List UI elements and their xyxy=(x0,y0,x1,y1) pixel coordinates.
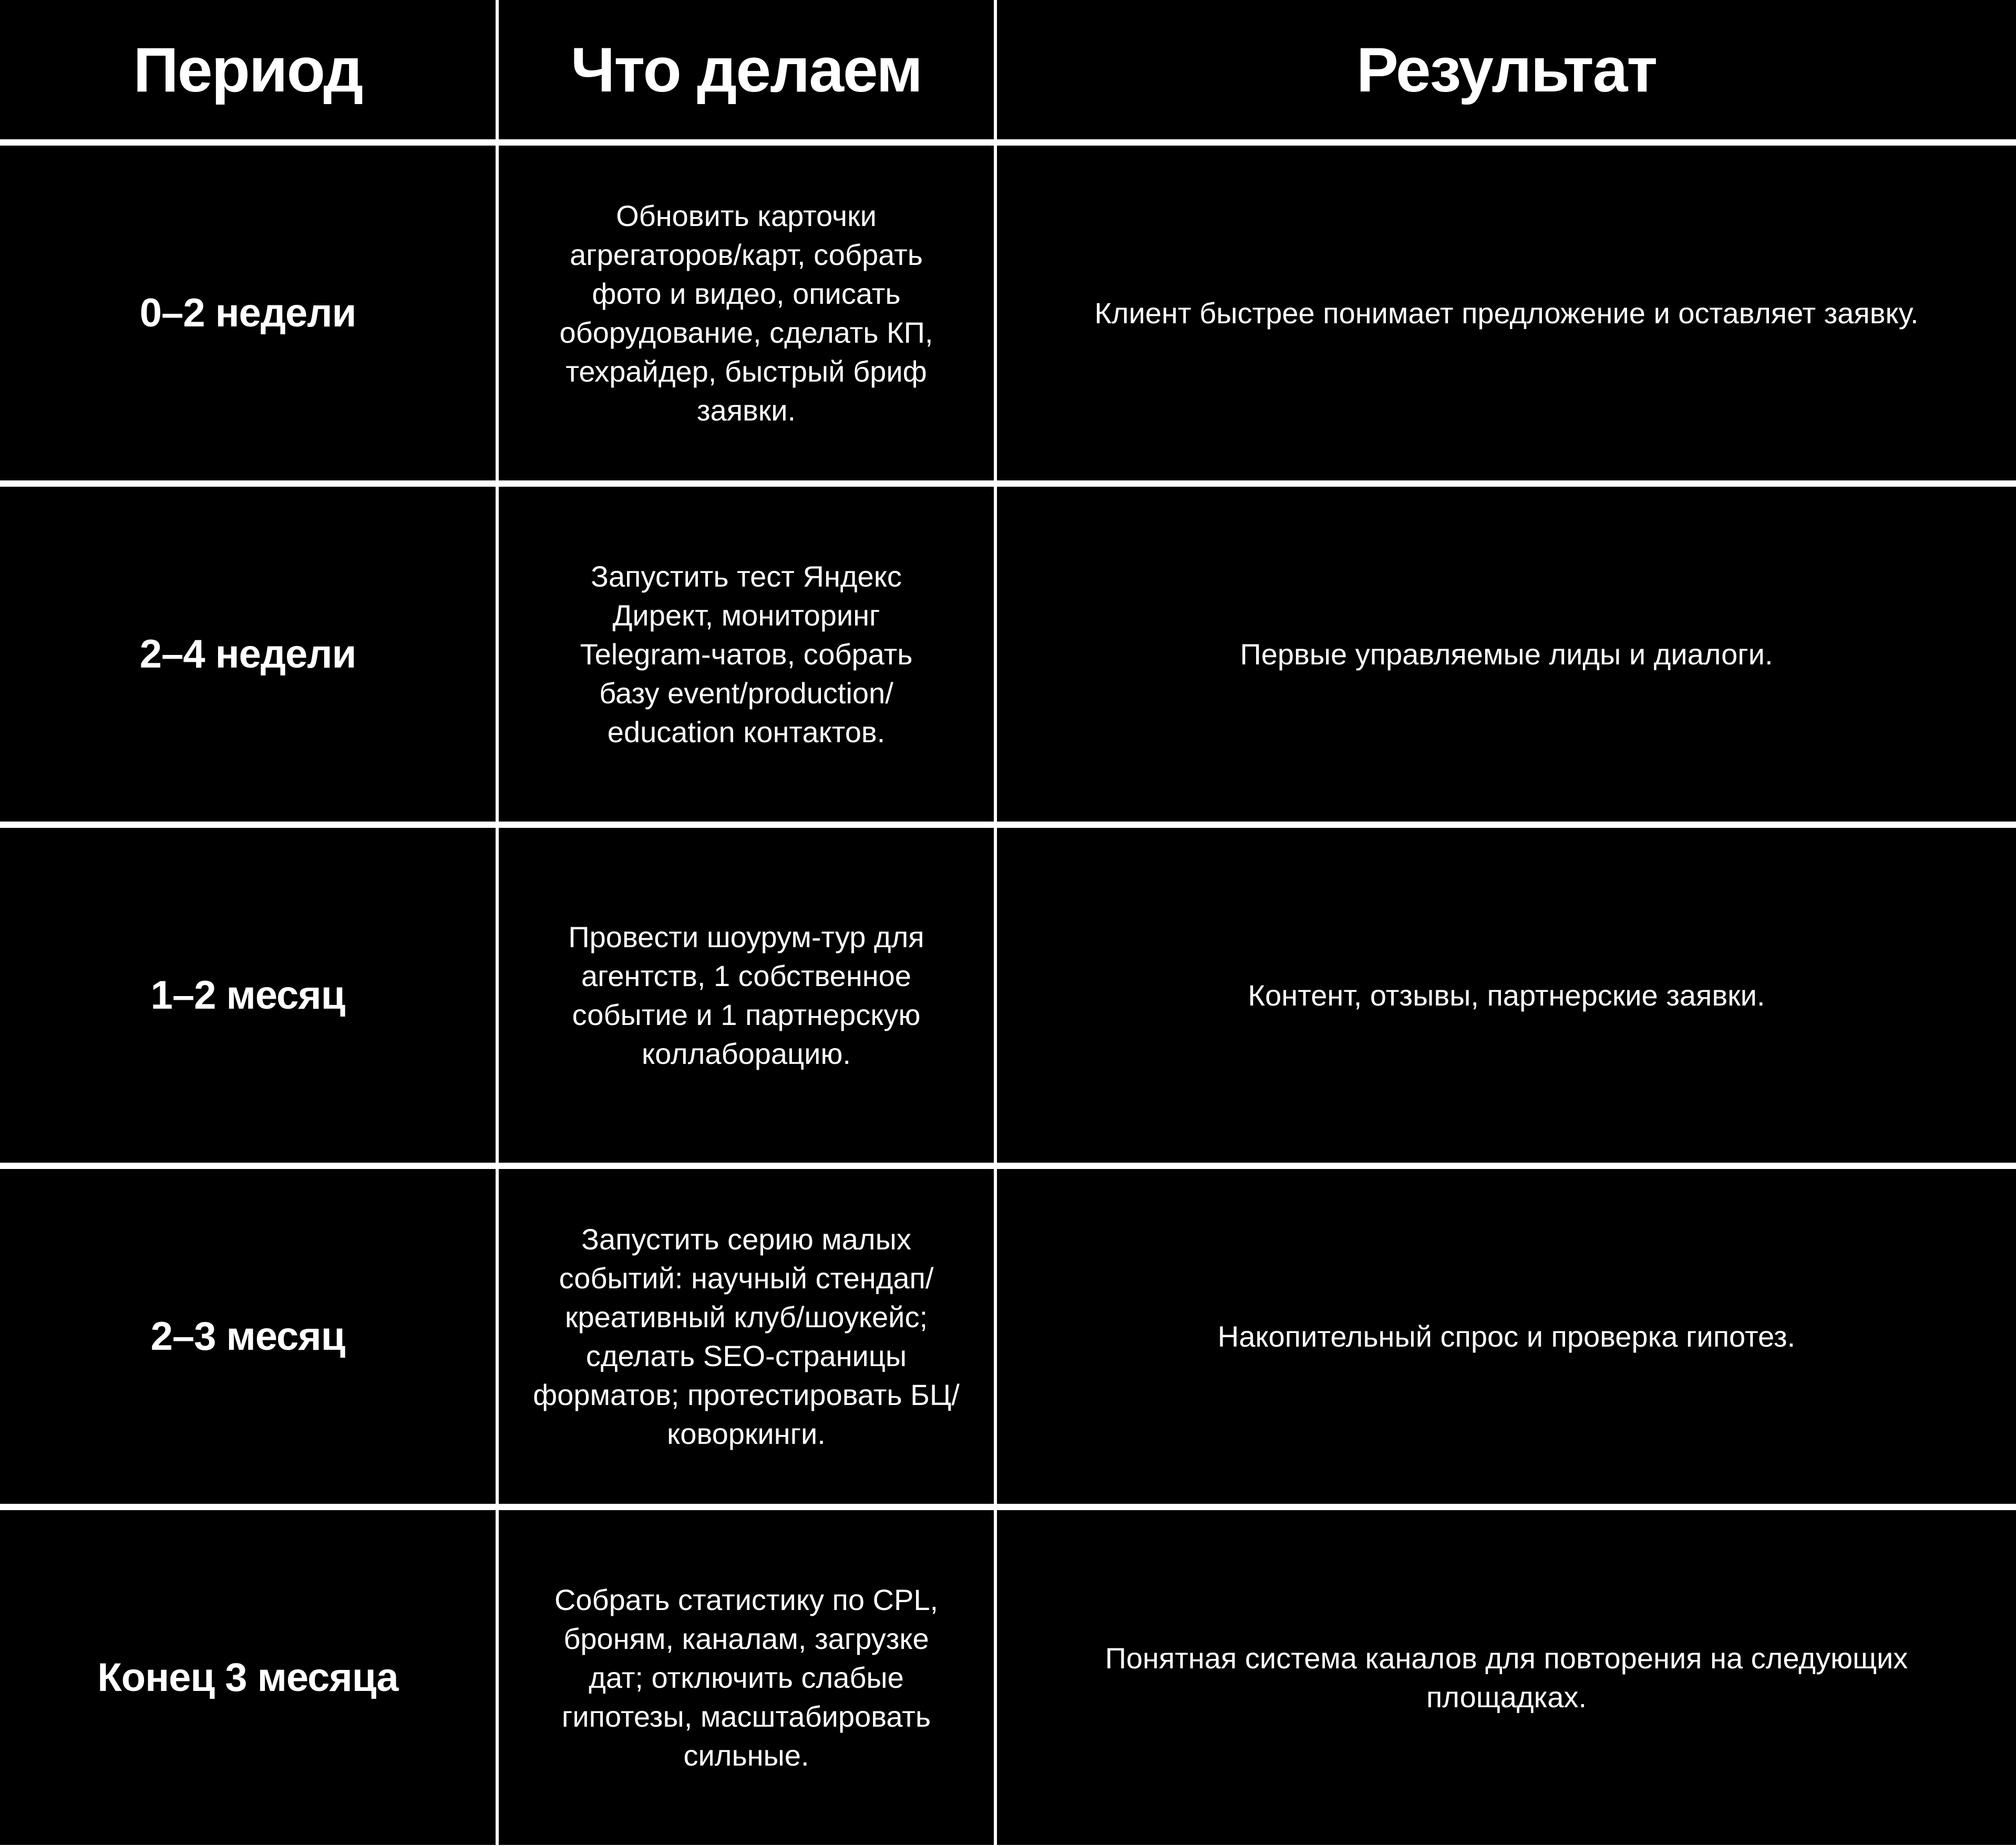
row-3-result: Контент, отзывы, партнерские заявки. xyxy=(997,828,2016,1163)
header-result: Результат xyxy=(997,0,2016,139)
row-3-actions: Провести шоурум-тур для агентств, 1 собственное событие и 1 партнерскую коллаборацию. xyxy=(499,828,994,1163)
row-2-period: 2–4 недели xyxy=(0,487,496,822)
row-1-period: 0–2 недели xyxy=(0,146,496,480)
row-3-period: 1–2 месяц xyxy=(0,828,496,1163)
row-4-actions: Запустить серию малых событий: научный стендап/ креативный клуб/шоукейс; сделать SEO-страницы форматов; протестировать БЦ/коворкинги. xyxy=(499,1169,994,1504)
row-2-actions: Запустить тест Яндекс Директ, мониторинг Telegram-чатов, собрать базу event/production/ education контактов. xyxy=(499,487,994,822)
header-period: Период xyxy=(0,0,496,139)
row-5-result: Понятная система каналов для повторения на следующих площадках. xyxy=(997,1510,2016,1845)
row-4-period: 2–3 месяц xyxy=(0,1169,496,1504)
row-1-result: Клиент быстрее понимает предложение и оставляет заявку. xyxy=(997,146,2016,480)
row-2-result: Первые управляемые лиды и диалоги. xyxy=(997,487,2016,822)
row-5-period: Конец 3 месяца xyxy=(0,1510,496,1845)
header-actions: Что делаем xyxy=(499,0,994,139)
row-5-actions: Собрать статистику по CPL, броням, каналам, загрузке дат; отключить слабые гипотезы, масштабировать сильные. xyxy=(499,1510,994,1845)
row-4-result: Накопительный спрос и проверка гипотез. xyxy=(997,1169,2016,1504)
row-1-actions: Обновить карточки агрегаторов/карт, собрать фото и видео, описать оборудование, сделать КП, техрайдер, быстрый бриф заявки. xyxy=(499,146,994,480)
